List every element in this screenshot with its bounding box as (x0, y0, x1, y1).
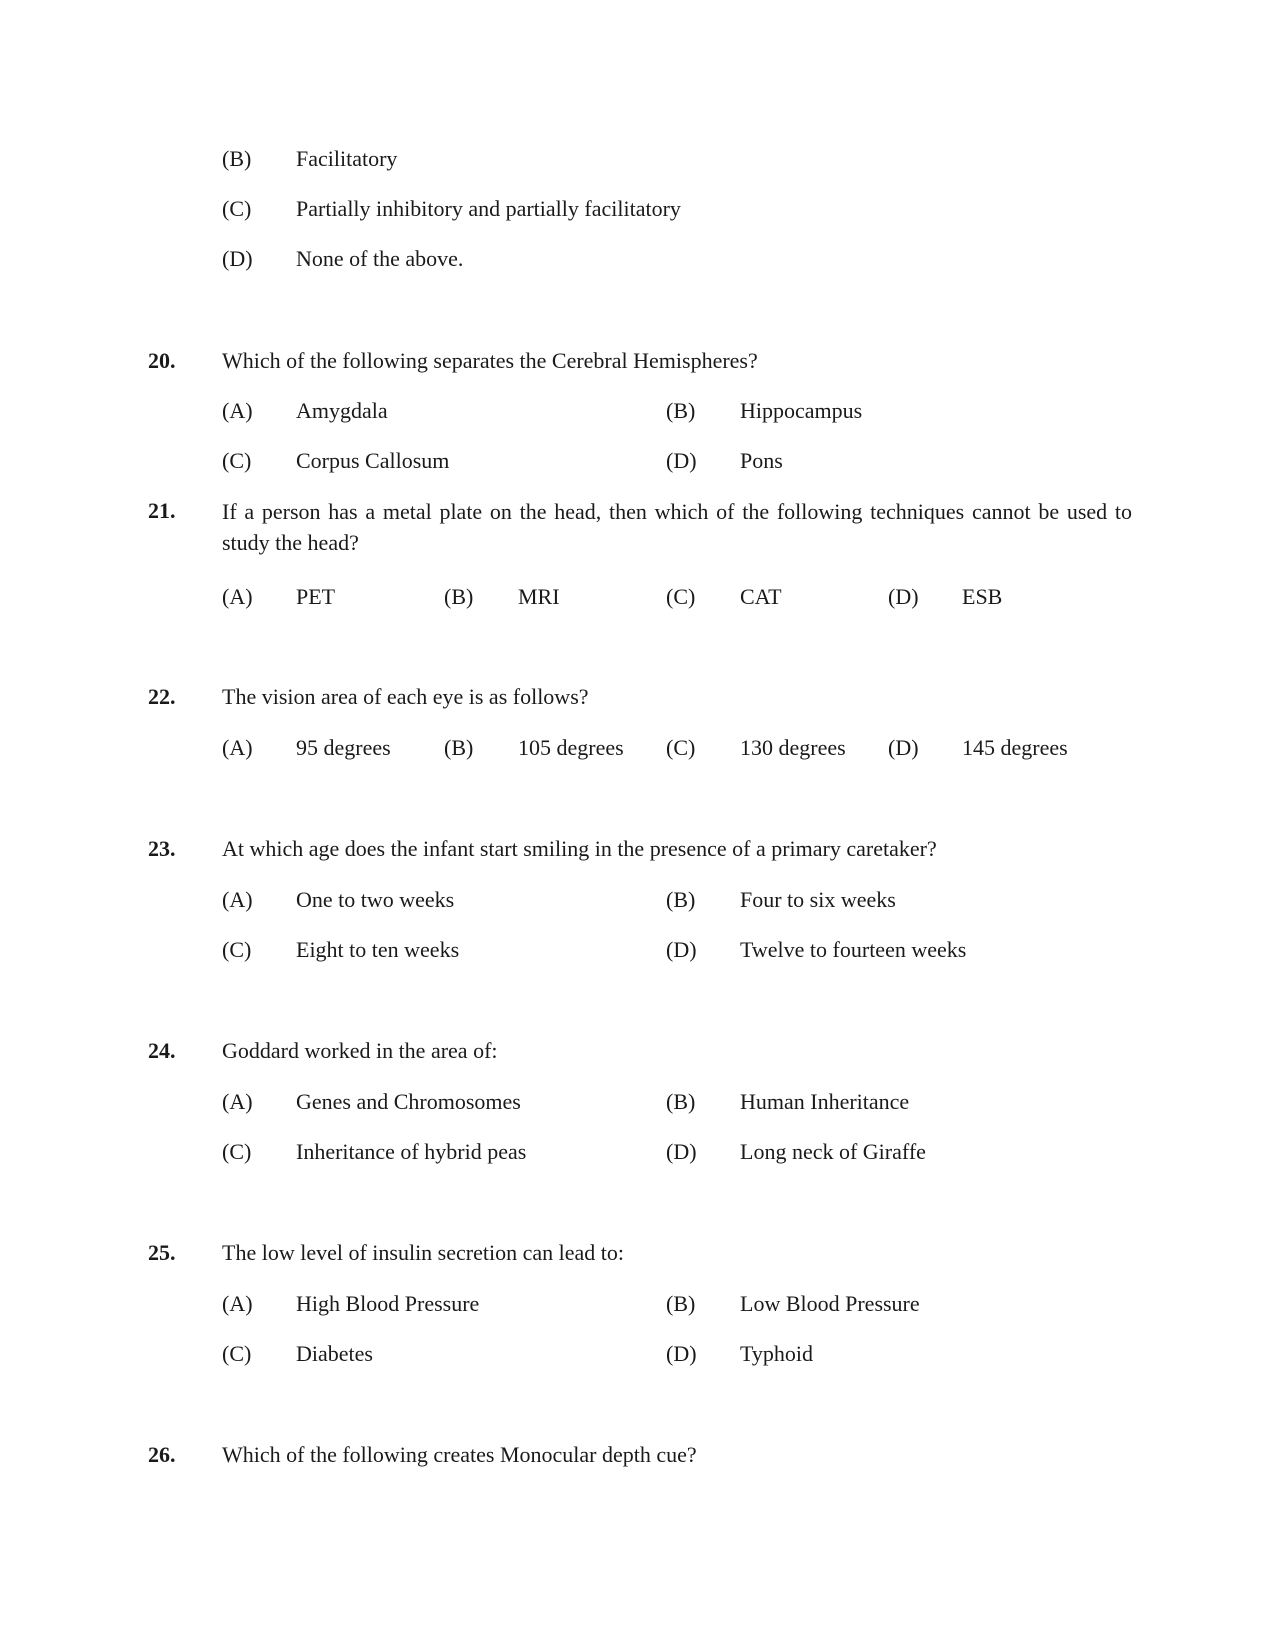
option-letter: (C) (222, 937, 252, 962)
question-number: 21. (148, 498, 176, 523)
question-text: Which of the following separates the Cerebral Hemispheres? (222, 348, 758, 373)
option-letter: (D) (222, 246, 253, 271)
question-text: The low level of insulin secretion can lead to: (222, 1240, 624, 1265)
option-text: Pons (740, 448, 783, 473)
option-text: 105 degrees (518, 735, 624, 760)
option-text: 95 degrees (296, 735, 391, 760)
option-letter: (B) (444, 584, 474, 609)
option-letter: (C) (222, 448, 252, 473)
option-text: One to two weeks (296, 887, 455, 912)
option-text: ESB (962, 584, 1003, 609)
question-number: 20. (148, 348, 176, 373)
option-text: Corpus Callosum (296, 448, 450, 473)
option-text: Low Blood Pressure (740, 1291, 920, 1316)
option-text: Four to six weeks (740, 887, 896, 912)
question-number: 23. (148, 836, 176, 861)
option-text: Long neck of Giraffe (740, 1139, 926, 1164)
option-letter: (B) (666, 398, 696, 423)
option-text: Human Inheritance (740, 1089, 910, 1114)
question-text: At which age does the infant start smiling in the presence of a primary caretaker? (222, 836, 937, 861)
question-text: Which of the following creates Monocular depth cue? (222, 1442, 697, 1467)
option-text: MRI (518, 584, 560, 609)
option-letter: (C) (222, 196, 252, 221)
option-letter: (A) (222, 887, 253, 912)
option-text: 145 degrees (962, 735, 1068, 760)
question-number: 22. (148, 684, 176, 709)
option-letter: (B) (222, 146, 252, 171)
question-number: 25. (148, 1240, 176, 1265)
option-text: Amygdala (296, 398, 388, 423)
option-letter: (C) (666, 584, 696, 609)
option-text: Eight to ten weeks (296, 937, 460, 962)
option-letter: (D) (888, 584, 919, 609)
option-text: Diabetes (296, 1341, 373, 1366)
option-letter: (A) (222, 398, 253, 423)
option-letter: (D) (666, 1341, 697, 1366)
question-number: 26. (148, 1442, 176, 1467)
option-letter: (D) (888, 735, 919, 760)
option-letter: (B) (666, 1291, 696, 1316)
question-text: Goddard worked in the area of: (222, 1038, 498, 1063)
option-letter: (C) (222, 1139, 252, 1164)
option-letter: (A) (222, 1291, 253, 1316)
option-letter: (D) (666, 937, 697, 962)
option-text: Twelve to fourteen weeks (740, 937, 967, 962)
question-text: The vision area of each eye is as follows? (222, 684, 589, 709)
option-text: High Blood Pressure (296, 1291, 480, 1316)
option-text: Typhoid (740, 1341, 814, 1366)
option-text: Partially inhibitory and partially facilitatory (296, 196, 681, 221)
option-letter: (B) (444, 735, 474, 760)
option-letter: (A) (222, 1089, 253, 1114)
option-letter: (A) (222, 735, 253, 760)
option-text: Genes and Chromosomes (296, 1089, 521, 1114)
option-text: None of the above. (296, 246, 464, 271)
option-letter: (A) (222, 584, 253, 609)
option-text: 130 degrees (740, 735, 846, 760)
option-text: CAT (740, 584, 782, 609)
option-letter: (B) (666, 1089, 696, 1114)
option-text: Inheritance of hybrid peas (296, 1139, 527, 1164)
option-text: Facilitatory (296, 146, 398, 171)
question-text: If a person has a metal plate on the head, then which of the following techniques cannot be used to study the head? (222, 499, 1132, 555)
option-letter: (C) (666, 735, 696, 760)
option-letter: (C) (222, 1341, 252, 1366)
option-text: Hippocampus (740, 398, 863, 423)
option-letter: (B) (666, 887, 696, 912)
question-number: 24. (148, 1038, 176, 1063)
option-text: PET (296, 584, 336, 609)
option-letter: (D) (666, 448, 697, 473)
option-letter: (D) (666, 1139, 697, 1164)
